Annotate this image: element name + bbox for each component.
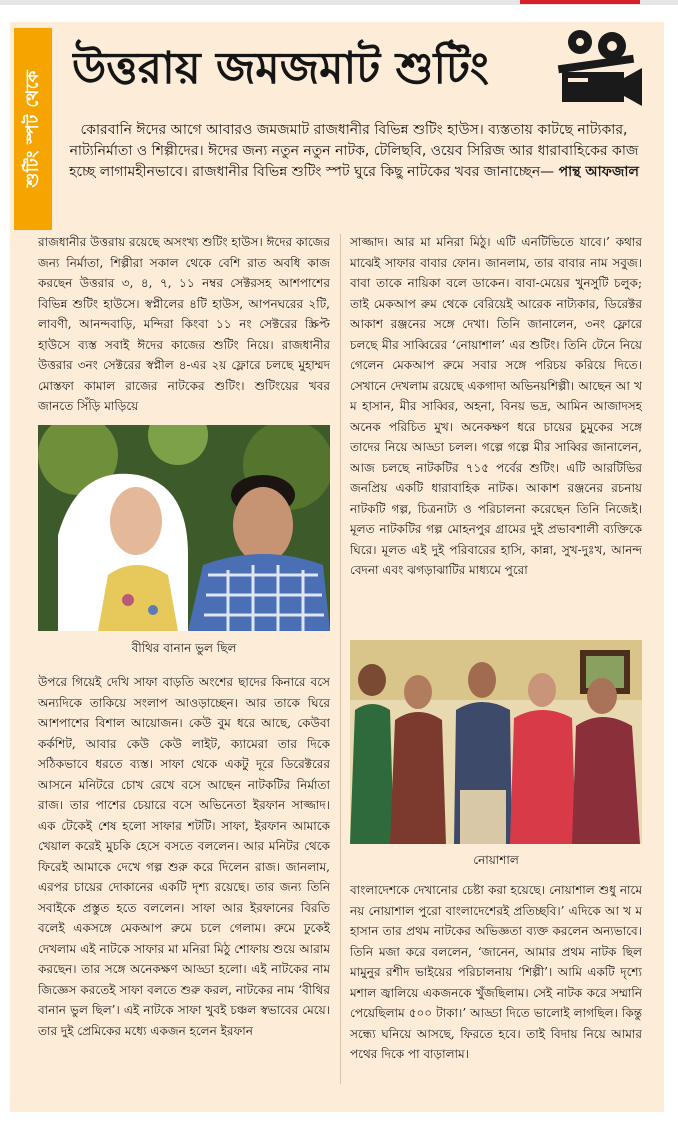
drama-photo: [38, 425, 330, 631]
paragraph: বাংলাদেশকে দেখানোর চেষ্টা করা হয়েছে। নোয়াশাল শুধু নামে নয় নোয়াশাল পুরো বাংলাদেশেরই প্রতিচ্ছবি।’ এদিকে আ খ ম হাসান তার প্রথম নাটকের অভিজ্ঞতা ব্যক্ত করলেন অন্যভাবে। তিনি মজা করে বললেন, ‘জানেন, আমার প্রথম নাটক ছিল মামুনুর রশীদ ভাইয়ের পরিচালনায় ‘শিল্পী’। আমি একটি দৃশ্যে মশাল জ্বালিয়ে একজনকে খুঁজছিলাম। সেই নাটক করে সম্মানি পেয়েছিলাম ৫০০ টাকা।’ আড্ডা দিতে ভালোই লাগছিল। কিন্তু সন্ধ্যে ঘনিয়ে আসছে, ফিরতে হবে। তাই বিদায় নিয়ে আমার পথের দিকে পা বাড়ালাম।: [350, 883, 642, 1061]
cast-photo: [350, 640, 642, 844]
top-bar: [0, 0, 678, 5]
paragraph: সাজ্জাদ। আর মা মনিরা মিঠু। এটি এনটিভিতে যাবে।’ কথার মাঝেই সাফার বাবার ফোন। জানলাম, তার বাবার নাম সবুজ। বাবা তাকে নায়িকা বলে ডাকেন। বাবা-মেয়ের খুনসুটি চলুক; তাই মেকআপ রুম থেকে বেরিয়েই আরেক নাট্যকার, ডিরেক্টর আকাশ রঞ্জনের সঙ্গে দেখা। তিনি জানালেন, ৩নং ফ্লোরে চলছে মীর সাব্বিরের ‘নোয়াশাল’ এর শুটিং। তিনি টেনে নিয়ে গেলেন মেকআপ রুমে সবার সঙ্গে পরিচয় করিয়ে দিতে। সেখানে দেখলাম রয়েছে একগাদা অভিনয়শিল্পী। আছেন আ খ ম হাসান, মীর সাব্বির, অহনা, বিনয় ভদ্র, আমিন আজাদসহ অনেক পরিচিত মুখ। অনেকক্ষণ ধরে চায়ের চুমুকের সঙ্গে তাদের নিয়ে আড্ডা চলল। গল্পে গল্পে মীর সাব্বির জানালেন, আজ চলছে নাটকটির ৭১৫ পর্বের শুটিং। এটি আরটিভির জনপ্রিয় একটি ধারাবাহিক নাটক। আকাশ রঞ্জনের রচনায় নাটকটি গল্প, চিত্রনাট্য ও পরিচালনা করেছেন তিনি নিজেই। মূলত নাটকটির গল্প মোহনপুর গ্রামের দুই প্রভাবশালী ব্যক্তিকে ঘিরে। মূলত এই দুই পরিবারের হাসি, কান্না, সুখ-দুঃখ, আনন্দ বেদনা এবং ঝগড়াঝাটির মাধ্যমে পুরো: [350, 235, 642, 577]
section-tag-label: শুটিং স্পট থেকে: [23, 70, 43, 188]
right-column-top: [350, 232, 642, 632]
top-accent-bar: [520, 0, 640, 4]
paragraph: উপরে গিয়েই দেখি সাফা বাড়তি অংশের ছাদের কিনারে বসে অন্যদিকে তাকিয়ে সংলাপ আওড়াচ্ছেন। আর তাকে ঘিরে আশপাশের বিশাল আয়োজন। কেউ বুম ধরে আছে, কেউবা কর্কশিট, আবার কেউ কেউ লাইট, ক্যামেরা তার দিকে সঠিকভাবে ধরতে ব্যস্ত। সাফা থেকে একটু দূরে ডিরেক্টরের আসনে মনিটরে চোখ রেখে বসে আছেন নাটকটির নির্মাতা রাজ। তার পাশের চেয়ারে বসে অভিনেতা ইরফান সাজ্জাদ। এক টেকেই শেষ হলো সাফার শটটি। সাফা, ইরফান আমাকে খেয়াল করেই মুচকি হেসে বসতে বললেন। আর মনিটর থেকে ফিরেই আমাকে দেখে গল্প শুরু করে দিলেন রাজ। জানলাম, এরপর চায়ের দোকানের একটি দৃশ্য রয়েছে। তার জন্য তিনি সবাইকে প্রস্তুত হতে বললেন। সাফা আর ইরফানের বিরতি বলেই একসঙ্গে মেকআপ রুমে চলে গেলাম। রুমে ঢুকেই দেখলাম এই নাটকে সাফার মা মনিরা মিঠু শোফায় শুয়ে আরাম করছেন। তার সঙ্গে অনেকক্ষণ আড্ডা হলো। এই নাটকের নাম জিজ্ঞেস করতেই সাফা বলতে শুরু করল, নাটকের নাম ‘বীথির বানান ভুল ছিল’। এই নাটকে সাফা খুবই চঞ্চল স্বভাবের মেয়ে। তার দুই প্রেমিকের মধ্যে একজন হলেন ইরফান: [38, 675, 330, 1038]
left-column-bottom: [38, 672, 330, 1092]
column-divider: [340, 234, 341, 1084]
section-tag: [14, 28, 52, 230]
byline: পান্থ আফজাল: [558, 164, 639, 180]
intro-text: কোরবানি ঈদের আগে আবারও জমজমাট রাজধানীর বিভিন্ন শুটিং হাউস। ব্যস্ততায় কাটছে নাট্যকার, নাট্যনির্মাতা ও শিল্পীদের। ঈদের জন্য নতুন নতুন নাটক, টেলিছবি, ওয়েব সিরিজ আর ধারাবাহিকের কাজ হচ্ছে লাগামহীনভাবে। রাজধানীর বিভিন্ন শুটিং স্পট ঘুরে কিছু নাটকের খবর জানাচ্ছেন—: [69, 122, 639, 180]
right-photo-caption: নোয়াশাল: [473, 853, 519, 867]
film-camera-icon: [552, 28, 646, 112]
left-photo-caption: বীথির বানান ভুল ছিল: [131, 641, 237, 655]
headline: উত্তরায় জমজমাট শুটিং: [72, 43, 489, 94]
paragraph: রাজধানীর উত্তরায় রয়েছে অসংখ্য শুটিং হাউস। ঈদের কাজের জন্য নির্মাতা, শিল্পীরা সকাল থেকে বেশি রাত অবধি কাজ করছেন উত্তরার ৩, ৪, ৭, ১১ নম্বর সেক্টরসহ আশপাশের বিভিন্ন শুটিং হাউসে। স্বপ্নীলের ৪টি হাউস, আপনঘরের ২টি, লাবণী, আনন্দবাড়ি, মন্দিরা কিংবা ১১ নং সেক্টরের স্ক্রিপ্ট হাউসে ব্যস্ত সবাই ঈদের কাজের শুটিং নিয়ে। রাজধানীর উত্তরার ৩নং সেক্টরের স্বপ্নীল ৪-এর ২য় ফ্লোরে চলছে মুহাম্মদ মোস্তফা কামাল রাজের নাটকের শুটিং। শুটিংয়ের খবর জানতে সিঁড়ি মাড়িয়ে: [38, 235, 330, 413]
right-column-bottom: [350, 880, 642, 1090]
article-intro: [66, 120, 642, 183]
left-column-top: [38, 232, 330, 418]
